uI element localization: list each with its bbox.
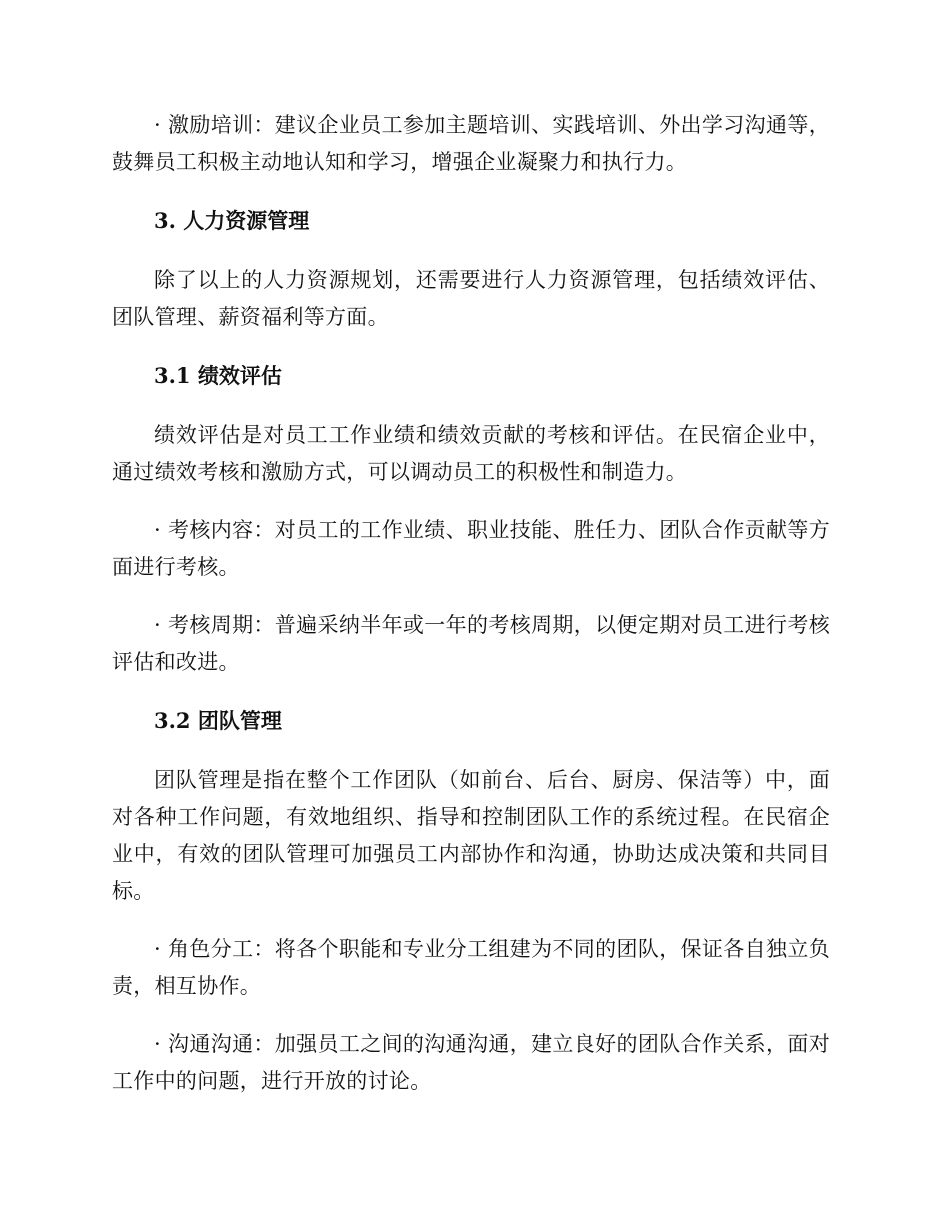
paragraph-communication: · 沟通沟通：加强员工之间的沟通沟通，建立良好的团队合作关系，面对工作中的问题，进行开放的讨论。 (112, 1032, 830, 1093)
paragraph-performance-intro: 绩效评估是对员工工作业绩和绩效贡献的考核和评估。在民宿企业中，通过绩效考核和激励方式，可以调动员工的积极性和制造力。 (112, 423, 830, 484)
paragraph-assessment-cycle: · 考核周期：普遍采纳半年或一年的考核周期，以便定期对员工进行考核评估和改进。 (112, 613, 830, 674)
heading-performance-evaluation: 3.1 绩效评估 (154, 363, 282, 388)
paragraph-role-division: · 角色分工：将各个职能和专业分工组建为不同的团队，保证各自独立负责，相互协作。 (112, 937, 830, 998)
document-body (112, 107, 830, 1121)
paragraph-hr-management-intro: 除了以上的人力资源规划，还需要进行人力资源管理，包括绩效评估、团队管理、薪资福利等方面。 (112, 268, 830, 329)
paragraph-assessment-content: · 考核内容：对员工的工作业绩、职业技能、胜任力、团队合作贡献等方面进行考核。 (112, 518, 830, 579)
paragraph-incentive-training: · 激励培训：建议企业员工参加主题培训、实践培训、外出学习沟通等，鼓舞员工积极主动地认知和学习，增强企业凝聚力和执行力。 (112, 113, 830, 174)
heading-hr-management: 3. 人力资源管理 (154, 208, 310, 233)
heading-team-management: 3.2 团队管理 (154, 708, 282, 733)
paragraph-team-management-intro: 团队管理是指在整个工作团队（如前台、后台、厨房、保洁等）中，面对各种工作问题，有效地组织、指导和控制团队工作的系统过程。在民宿企业中，有效的团队管理可加强员工内部协作和沟通，协助达成决策和共同目标。 (112, 768, 830, 903)
